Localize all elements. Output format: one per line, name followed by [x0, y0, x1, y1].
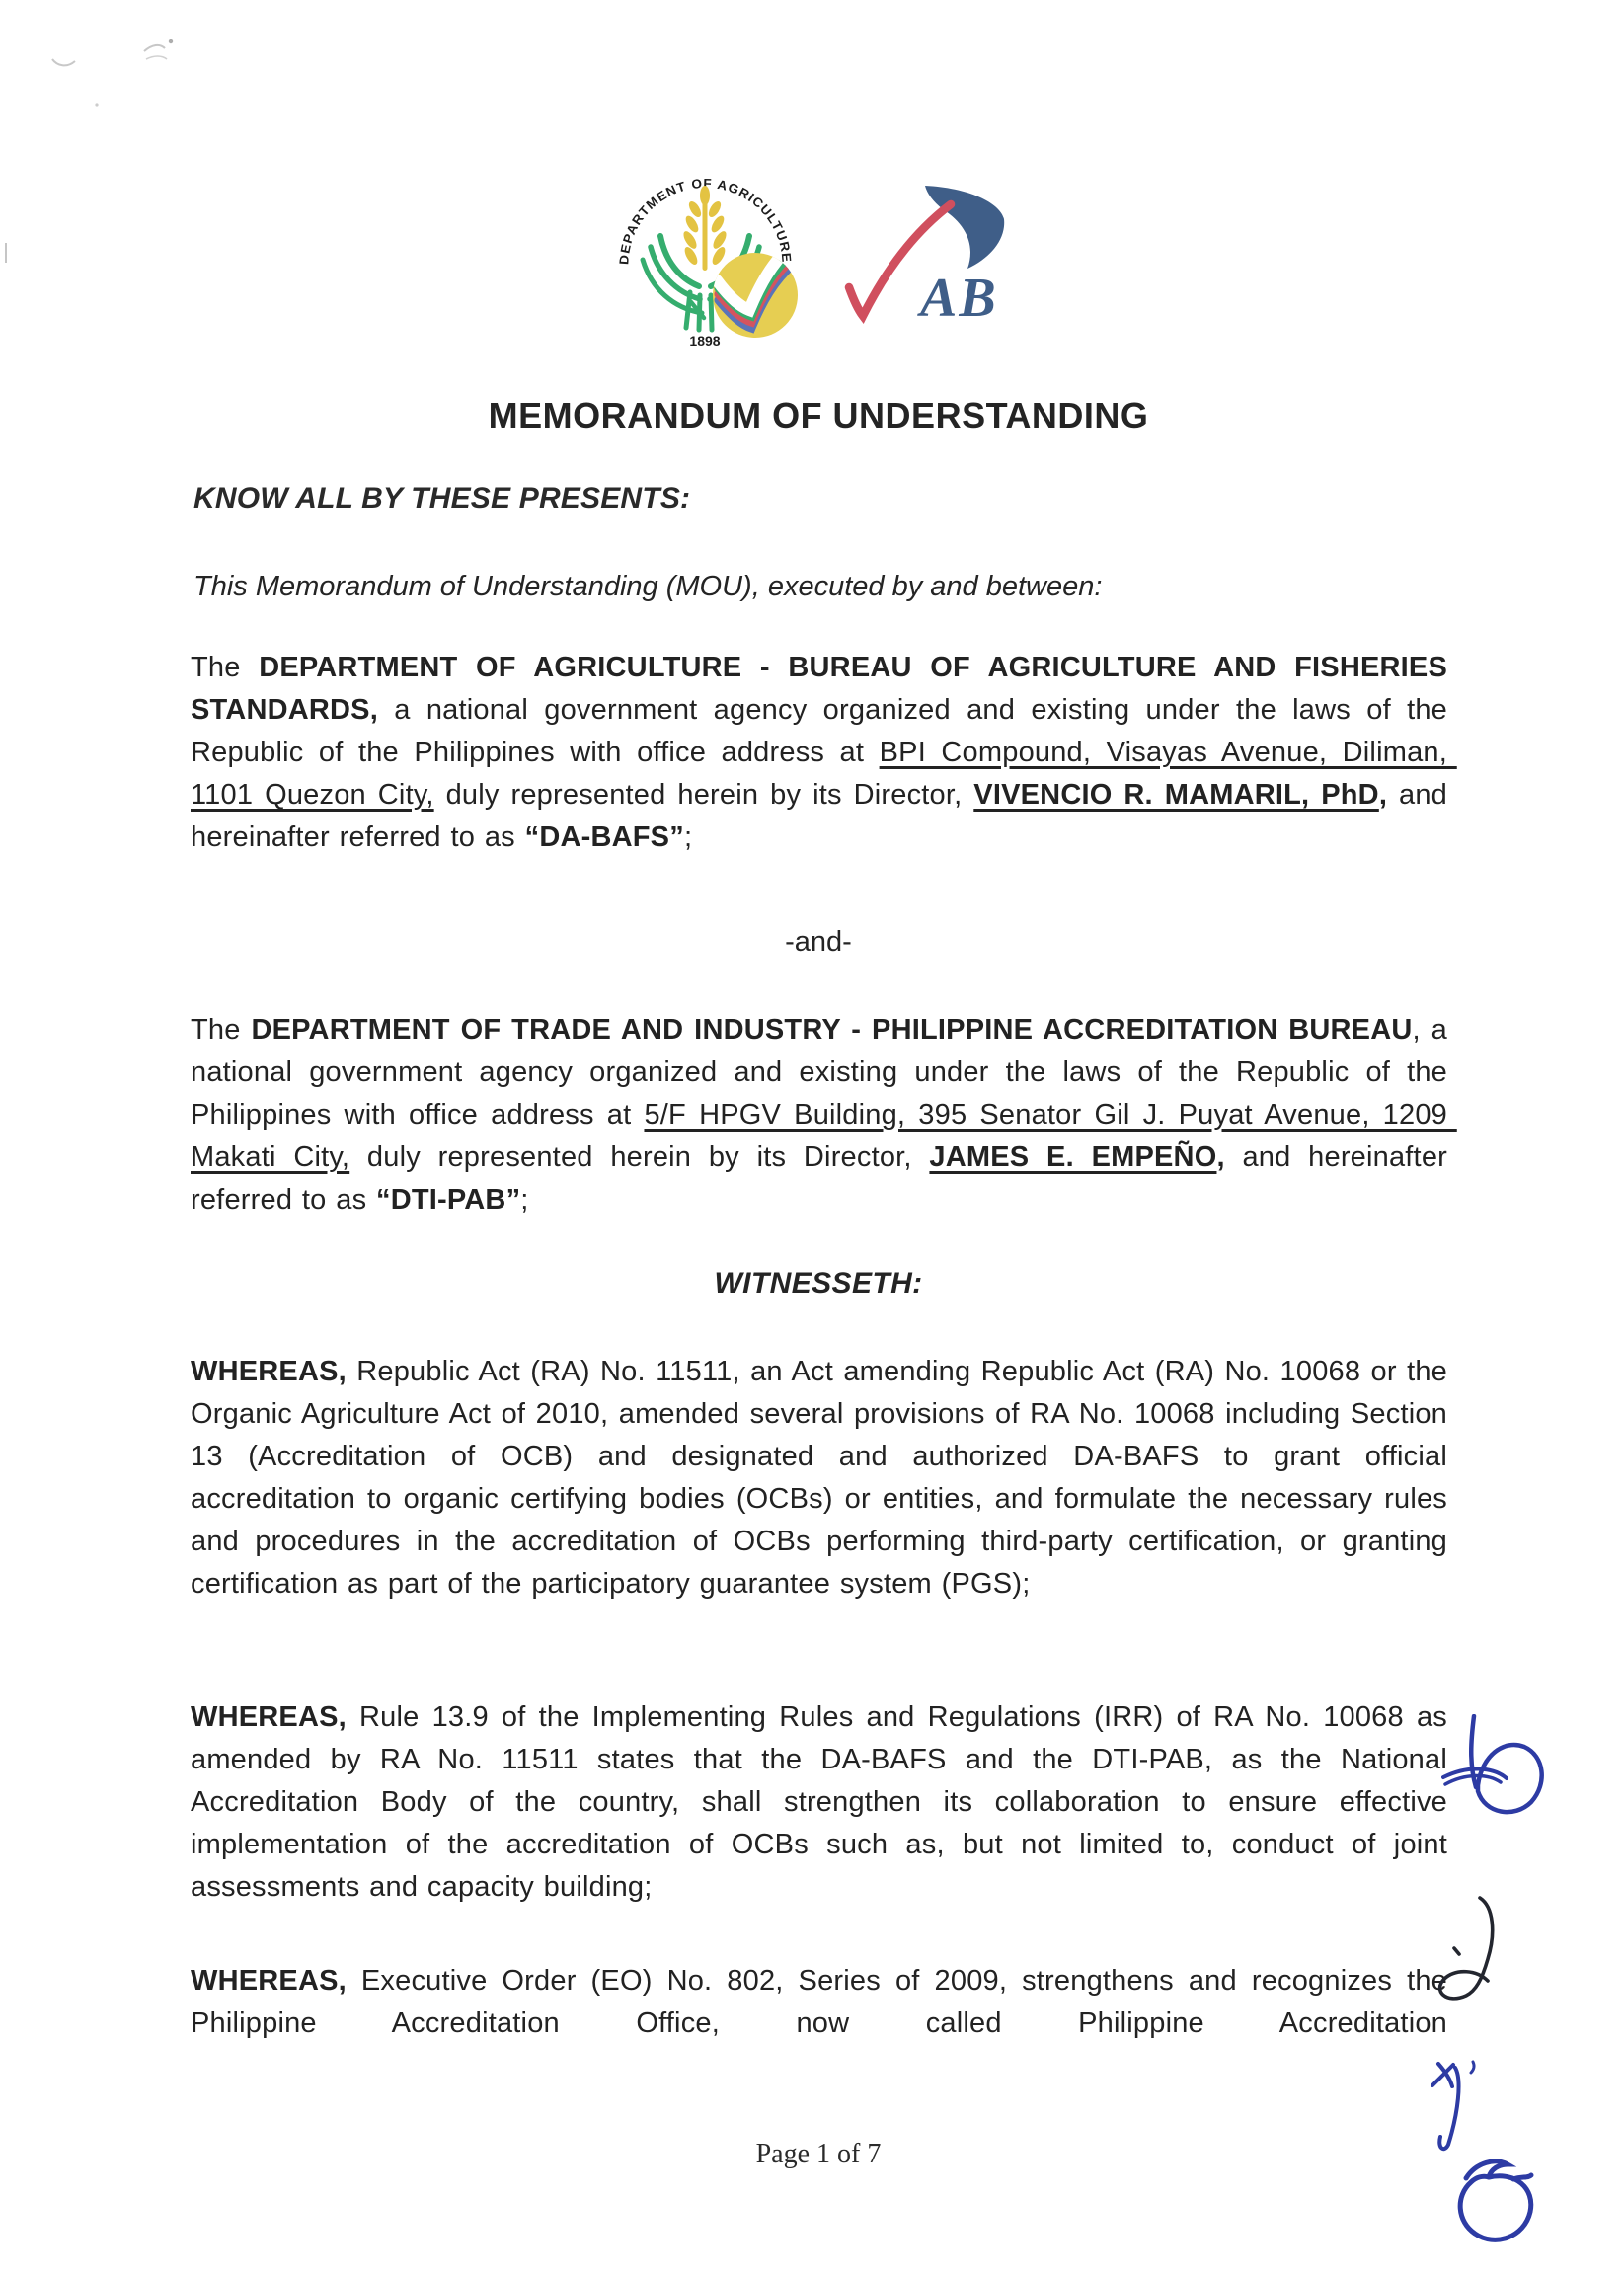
text-run: 5/F HPGV Building, 395 Senator Gil J. Puyat Avenue, 1209 Makati City, [191, 1099, 1457, 1173]
text-run: ; [520, 1184, 529, 1216]
text-run: Rule 13.9 of the Implementing Rules and Regulations (IRR) of RA No. 10068 as amended by RA No. 11511 states that the DA-BAFS and the DTI-PAB, as the National Accreditation Body of the country, shall strengthen its collaboration to ensure effective implementation of the accreditation of OCBs such as, but not limited to, conduct of joint assessments and capacity building; [191, 1701, 1457, 1903]
text-run: and hereinafter referred to as [191, 1141, 1457, 1216]
and-separator: -and- [785, 926, 852, 958]
text-run: , a national government agency organized and existing under the laws of the Republic of the Philippines with office address at [191, 1014, 1457, 1131]
whereas-paragraph-2 [191, 1696, 1457, 1909]
whereas-paragraph-1 [191, 1351, 1457, 1606]
text-run: duly represented herein by its Director, [349, 1141, 930, 1173]
text-run: Executive Order (EO) No. 802, Series of 2009, strengthens and recognizes the Philippine Accreditation Office, now called Philippine Accreditation [191, 1965, 1457, 2039]
text-run: VIVENCIO R. MAMARIL, PhD [973, 779, 1379, 811]
text-run: and hereinafter referred to as [191, 779, 1457, 853]
text-run: ; [683, 822, 693, 853]
handwritten-initial-blue-1 [1441, 1714, 1555, 1823]
text-run: BPI Compound, Visayas Avenue, Diliman, 1101 Quezon City, [191, 737, 1457, 811]
text-run: WHEREAS, [191, 1701, 347, 1733]
text-run: , [1216, 1141, 1225, 1173]
text-run: , [1378, 779, 1388, 811]
text-run: The [191, 1014, 252, 1046]
know-all-heading: KNOW ALL BY THESE PRESENTS: [193, 482, 691, 514]
department-of-agriculture-logo [604, 144, 807, 350]
text-run: The [191, 652, 260, 683]
text-run: a national government agency organized and existing under the laws of the Republic of the Philippines with office address at [191, 694, 1457, 768]
text-run: Republic Act (RA) No. 11511, an Act amending Republic Act (RA) No. 10068 or the Organic Agriculture Act of 2010, amended several provisions of RA No. 10068 including Section 13 (Accreditation of OCB) and designated and authorized DA-BAFS to grant official accreditation to organic certifying bodies (OCBs) or entities, and formulate the necessary rules and procedures in the accreditation of OCBs performing third-party certification, or granting certification as part of the participatory guarantee system (PGS); [191, 1356, 1457, 1600]
page-number-footer: Page 1 of 7 [755, 2139, 882, 2169]
text-run: DEPARTMENT OF AGRICULTURE - BUREAU OF AGRICULTURE AND FISHERIES STANDARDS, [191, 652, 1457, 726]
witnesseth-heading: WITNESSETH: [714, 1267, 923, 1299]
text-run: duly represented herein by its Director, [433, 779, 974, 811]
wheat-icon [681, 186, 729, 271]
scanner-edge-mark [2, 241, 12, 265]
text-run: “DA-BAFS” [524, 822, 684, 853]
text-run: JAMES E. EMPEÑO [929, 1141, 1217, 1173]
party-paragraph-dti-pab [191, 1009, 1457, 1221]
pab-swoosh-icon [925, 186, 1004, 269]
text-run: “DTI-PAB” [376, 1184, 521, 1216]
handwritten-initial-dark-j [1431, 1896, 1506, 2029]
intro-line: This Memorandum of Understanding (MOU), executed by and between: [193, 571, 1103, 602]
scanner-smudge-marks [38, 30, 186, 128]
da-logo-arc-text: DEPARTMENT OF AGRICULTURE [616, 175, 795, 266]
da-logo-year: 1898 [689, 333, 721, 349]
handwritten-initial-blue-o [1446, 2155, 1550, 2245]
pab-logo [810, 158, 1046, 336]
text-run: WHEREAS, [191, 1356, 347, 1387]
whereas-paragraph-3 [191, 1960, 1457, 2045]
pab-logo-letters: AB [920, 268, 998, 329]
party-paragraph-da-bafs [191, 647, 1457, 859]
document-title: MEMORANDUM OF UNDERSTANDING [488, 395, 1149, 435]
text-run: WHEREAS, [191, 1965, 347, 1997]
text-run: DEPARTMENT OF TRADE AND INDUSTRY - PHILIPPINE ACCREDITATION BUREAU [251, 1014, 1413, 1046]
